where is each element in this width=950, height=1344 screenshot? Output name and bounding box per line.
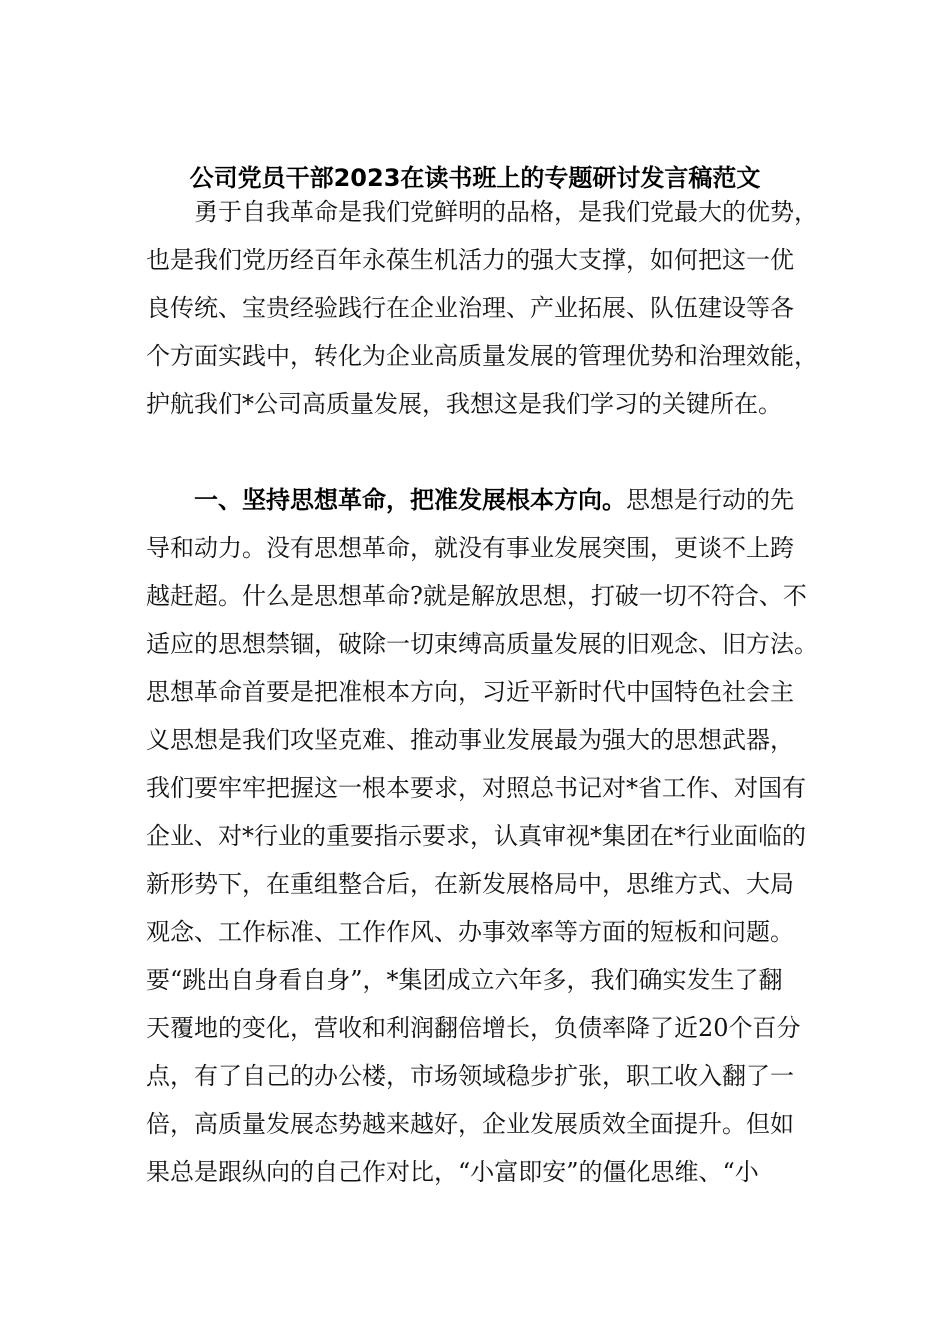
- paragraph-2-line-2: 导和动力。没有思想革命，就没有事业发展突围，更谈不上跨: [146, 534, 794, 562]
- paragraph-2-line-12: 天覆地的变化，营收和利润翻倍增长，负债率降了近20个百分: [146, 1014, 801, 1042]
- paragraph-2-line-5: 思想革命首要是把准根本方向，习近平新时代中国特色社会主: [146, 678, 794, 706]
- paragraph-2-line-11: 要“跳出自身看自身”，*集团成立六年多，我们确实发生了翻: [146, 966, 783, 994]
- paragraph-2-line-15: 果总是跟纵向的自己作对比，“小富即安”的僵化思维、“小: [146, 1158, 759, 1186]
- paragraph-1-line-6: [146, 433, 806, 471]
- paragraph-2-line-1: [194, 481, 854, 519]
- paragraph-1-line-4: 个方面实践中，转化为企业高质量发展的管理优势和治理效能，: [146, 342, 818, 370]
- paragraph-2-first-rest: 思想是行动的先: [626, 486, 794, 514]
- paragraph-2-line-3: 越赶超。什么是思想革命?就是解放思想，打破一切不符合、不: [146, 582, 807, 610]
- paragraph-1-line-5: 护航我们*公司高质量发展，我想这是我们学习的关键所在。: [146, 390, 782, 418]
- paragraph-1-line-3: 良传统、宝贵经验践行在企业治理、产业拓展、队伍建设等各: [146, 294, 794, 322]
- section-heading: 一、坚持思想革命，把准发展根本方向。: [194, 486, 626, 514]
- paragraph-2-line-10: 观念、工作标准、工作作风、办事效率等方面的短板和问题。: [146, 918, 794, 946]
- paragraph-2-line-9: 新形势下，在重组整合后，在新发展格局中，思维方式、大局: [146, 870, 794, 898]
- paragraph-2-line-8: 企业、对*行业的重要指示要求，认真审视*集团在*行业面临的: [146, 822, 806, 850]
- document-title: 公司党员干部2023在读书班上的专题研讨发言稿范文: [189, 164, 761, 192]
- paragraph-2-line-6: 义思想是我们攻坚克难、推动事业发展最为强大的思想武器，: [146, 726, 794, 754]
- paragraph-2-line-14: 倍，高质量发展态势越来越好，企业发展质效全面提升。但如: [146, 1110, 794, 1138]
- paragraph-2-line-13: 点，有了自己的办公楼，市场领域稳步扩张，职工收入翻了一: [146, 1062, 794, 1090]
- paragraph-1-line-2: 也是我们党历经百年永葆生机活力的强大支撑，如何把这一优: [146, 246, 794, 274]
- paragraph-1-line-1: 勇于自我革命是我们党鲜明的品格，是我们党最大的优势，: [194, 198, 818, 226]
- paragraph-2-line-7: 我们要牢牢把握这一根本要求，对照总书记对*省工作、对国有: [146, 774, 806, 802]
- paragraph-2-line-4: 适应的思想禁锢，破除一切束缚高质量发展的旧观念、旧方法。: [146, 630, 818, 658]
